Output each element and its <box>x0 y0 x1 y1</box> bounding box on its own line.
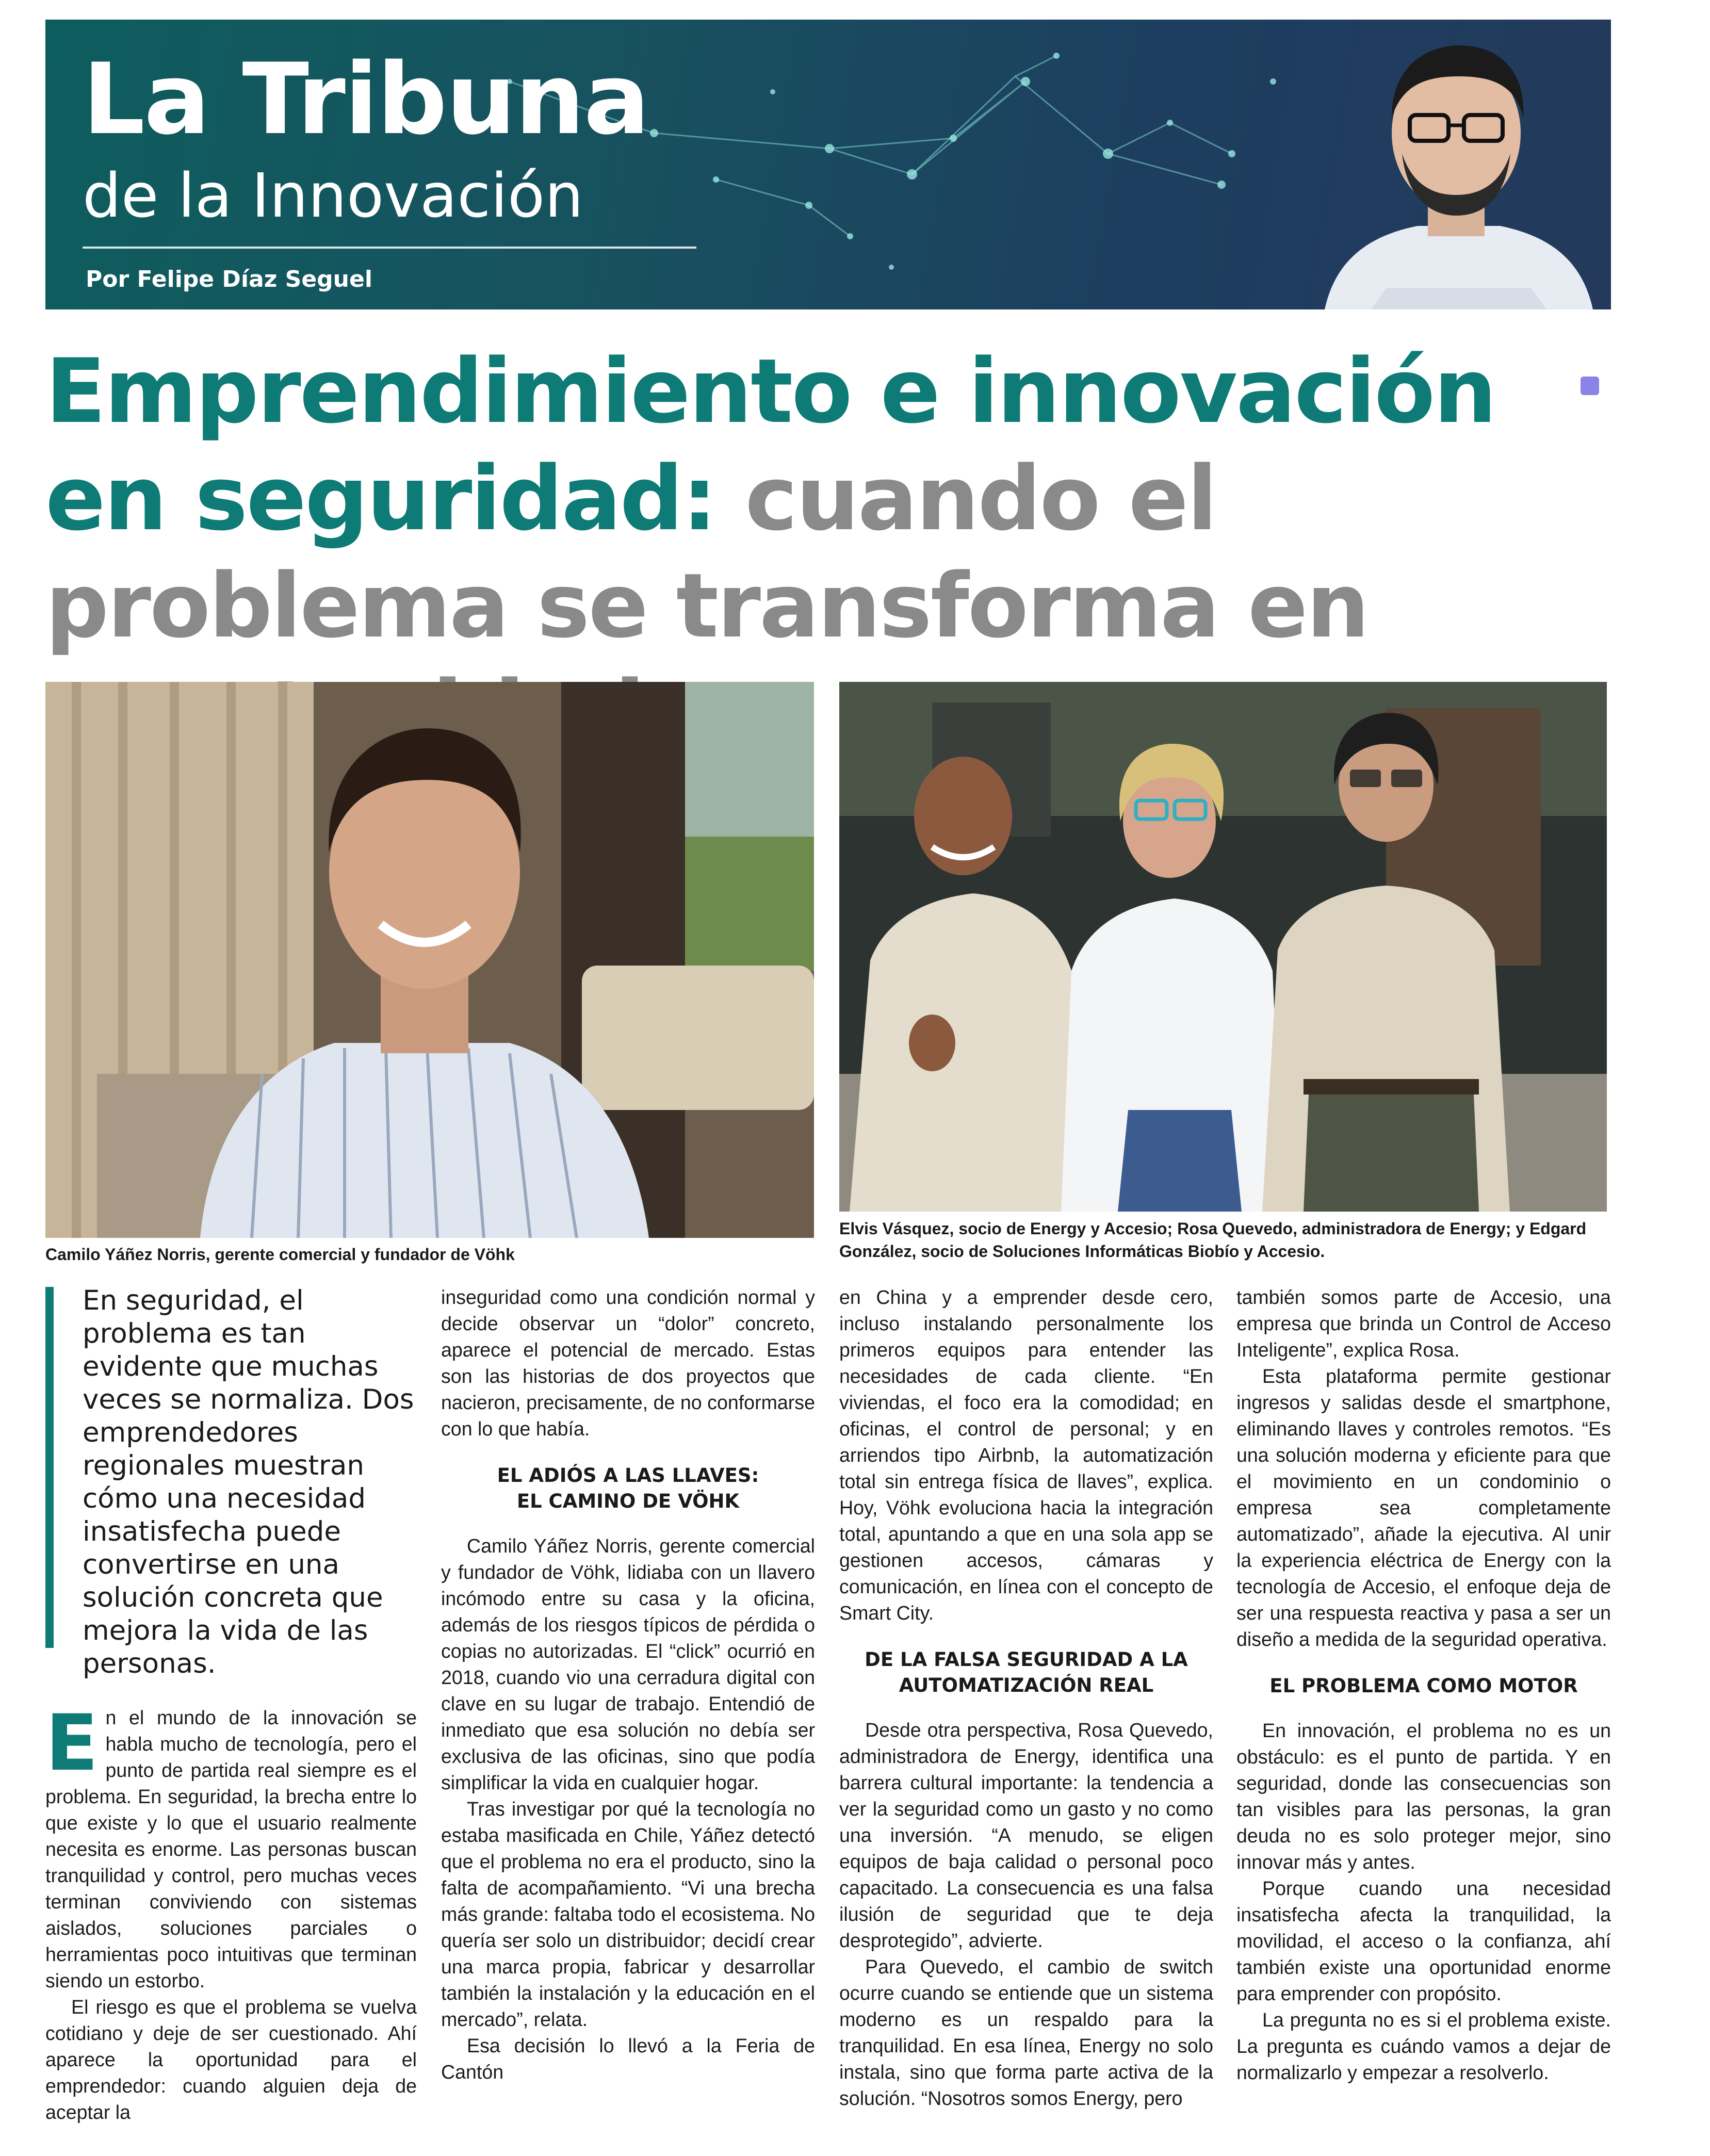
paragraph: Esta plataforma permite gestionar ingresos y salidas desde el smartphone, eliminando llaves y controles remotos. “Es una solución moderna y eficiente para que el movimiento en un condominio o empresa sea completamente automatizado”, añade la ejecutiva. Al unir la experiencia eléctrica de Energy con la tecnología de Accesio, el enfoque deja de ser una respuesta reactiva y pasa a ser un diseño a medida de la seguridad operativa. <box>1236 1365 1611 1650</box>
body-column-2 <box>441 1284 815 2085</box>
lead-accent-bar <box>45 1287 54 1648</box>
paragraph: Porque cuando una necesidad insatisfecha afecta la tranquilidad, la movilidad, el acceso o la confianza, ahí también existe una oportunidad enorme para emprender con propósito. <box>1236 1877 1611 2004</box>
title-divider <box>83 247 696 249</box>
paragraph: Desde otra perspectiva, Rosa Quevedo, administradora de Energy, identifica una barrera cultural importante: la tendencia a ver la seguridad como un gasto y no como una inversión. “A menudo, se eligen equipos de baja calidad o personal poco capacitado. La consecuencia es una falsa ilusión de seguridad que te deja desprotegido”, advierte. <box>839 1719 1213 1951</box>
photo-camilo-yanez <box>45 682 814 1238</box>
paragraph: Camilo Yáñez Norris, gerente comercial y fundador de Vöhk, lidiaba con un llavero incómodo entre su casa y la oficina, además de los riesgos típicos de pérdida o copias no autorizadas. El “click” ocurrió en 2018, cuando vio una cerradura digital con clave en su lugar de trabajo. Entendió de inmediato que esa solución no debía ser exclusiva de las oficinas, sino que podía simplificar la vida en cualquier hogar. <box>441 1535 815 1793</box>
section-heading-motor: EL PROBLEMA COMO MOTOR <box>1269 1675 1578 1697</box>
section-heading-falsa-seguridad: DE LA FALSA SEGURIDAD A LA AUTOMATIZACIÓN REAL <box>865 1648 1188 1696</box>
headline-part-teal: Emprendimiento e innovación en seguridad: <box>45 339 1495 550</box>
author-portrait <box>1304 20 1611 309</box>
paragraph: en China y a emprender desde cero, incluso instalando personalmente los primeros equipos para entender las necesidades de cada cliente. “En viviendas, el foco era la comodidad; en oficinas, el control de personal; y en arriendos tipo Airbnb, la automatización total sin entrega física de llaves”, explica. Hoy, Vöhk evoluciona hacia la integración total, apuntando a que en una sola app se gestionen accesos, cámaras y comunicación, en línea con el concepto de Smart City. <box>839 1286 1213 1624</box>
author-byline: Por Felipe Díaz Seguel <box>86 266 372 292</box>
paragraph: Para Quevedo, el cambio de switch ocurre cuando se entiende que un sistema moderno es un respaldo para la tranquilidad. En esa línea, Energy no solo instala, sino que forma parte activa de la solución. “Nosotros somos Energy, pero <box>839 1956 1213 2109</box>
photo-caption-left: Camilo Yáñez Norris, gerente comercial y fundador de Vöhk <box>45 1245 515 1264</box>
photo-energy-accesio-team <box>839 682 1607 1212</box>
paragraph: En innovación, el problema no es un obstáculo: es el punto de partida. Y en seguridad, donde las consecuencias son tan visibles para las personas, la gran deuda no es solo proteger mejor, sino innovar más y antes. <box>1236 1720 1611 1873</box>
column-title: La Tribuna <box>83 42 649 156</box>
paragraph: inseguridad como una condición normal y decide observar un “dolor” concreto, aparece el potencial de mercado. Estas son las historias de dos proyectos que nacieron, precisamente, de no conformarse con lo que había. <box>441 1286 815 1440</box>
body-column-1 <box>45 1698 417 2126</box>
paragraph: La pregunta no es si el problema existe. La pregunta es cuándo vamos a dejar de normalizarlo y empezar a resolverlo. <box>1236 2009 1611 2083</box>
paragraph: En el mundo de la innovación se habla mucho de tecnología, pero el punto de partida real siempre es el problema. En seguridad, la brecha entre lo que existe y lo que el usuario realmente necesita es enorme. Las personas buscan tranquilidad y control, pero muchas veces terminan conviviendo con sistemas aislados, soluciones parciales o herramientas poco intuitivas que terminan siendo un estorbo. <box>45 1698 417 1991</box>
article-lead: En seguridad, el problema es tan evidente que muchas veces se normaliza. Dos emprendedores regionales muestran cómo una necesidad insatisfecha puede convertirse en una solución concreta que mejora la vida de las personas. <box>83 1285 414 1679</box>
paragraph: también somos parte de Accesio, una empresa que brinda un Control de Acceso Inteligente”, explica Rosa. <box>1236 1286 1611 1361</box>
column-subtitle: de la Innovación <box>83 160 583 231</box>
paragraph: El riesgo es que el problema se vuelva cotidiano y deje de ser cuestionado. Ahí aparece la oportunidad para el emprendedor: cuando alguien deja de aceptar la <box>45 1996 417 2123</box>
header-banner <box>45 20 1611 309</box>
photo-caption-right: Elvis Vásquez, socio de Energy y Accesio; Rosa Quevedo, administradora de Energy; y Edgard González, socio de Soluciones Informáticas Biobío y Accesio. <box>839 1219 1587 1261</box>
drop-cap: E <box>45 1698 99 1788</box>
paragraph: Esa decisión lo llevó a la Feria de Cantón <box>441 2035 815 2083</box>
headline-part-gray: cuando el problema se transforma en <box>45 447 1368 658</box>
body-column-4 <box>1236 1284 1611 2086</box>
section-heading-vohk: EL ADIÓS A LAS LLAVES: EL CAMINO DE VÖHK <box>497 1464 759 1512</box>
paragraph: Tras investigar por qué la tecnología no estaba masificada en Chile, Yáñez detectó que el problema no era el producto, sino la falta de acompañamiento. “Vi una brecha más grande: faltaba todo el ecosistema. No quería ser solo un distribuidor; decidí crear una marca propia, fabricar y desarrollar también la instalación y la educación en el mercado”, relata. <box>441 1798 815 2030</box>
body-column-3 <box>839 1284 1213 2112</box>
